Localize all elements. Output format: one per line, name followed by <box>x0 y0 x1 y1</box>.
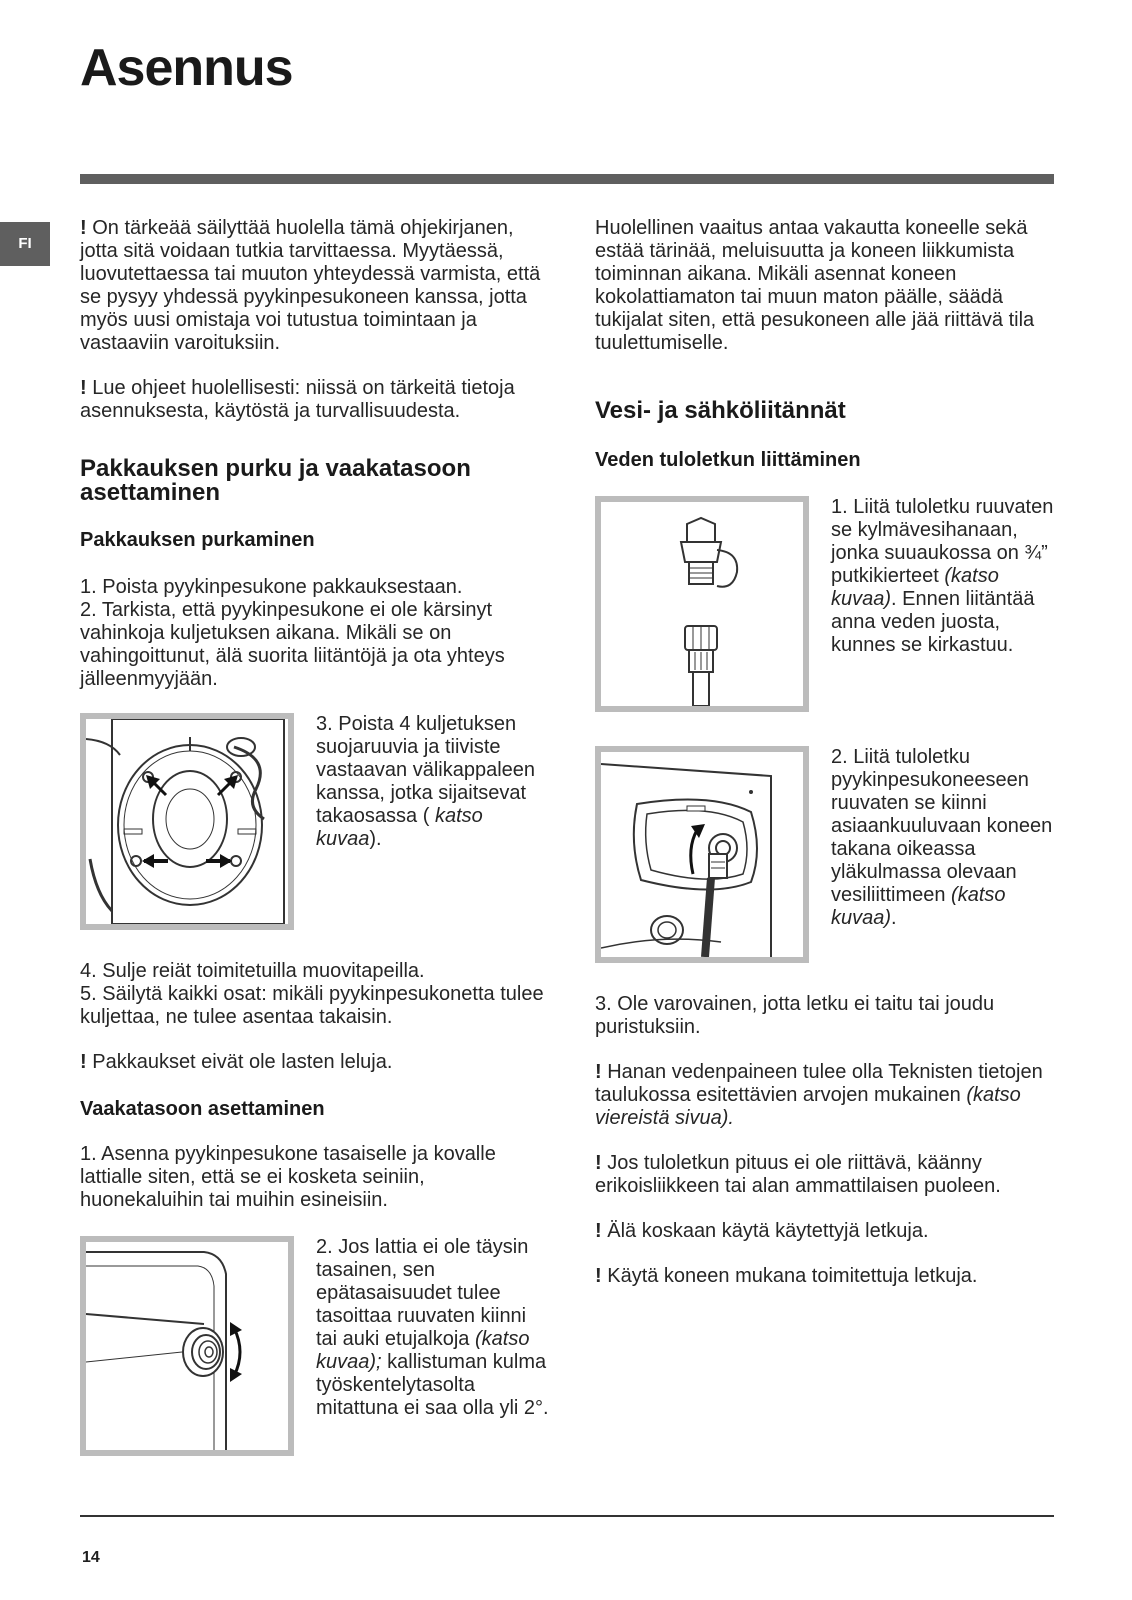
pressure-warning: ! Hanan vedenpaineen tulee olla Teknisten tietojen taulukossa esitettävien arvojen mukainen (katso viereistä sivua). <box>595 1061 1043 1129</box>
unpack-step-2: 2. Tarkista, että pyykinpesukone ei ole kärsinyt vahinkoja kuljetuksen aikana. Mikäli se on vahingoittunut, älä suorita liitäntöjä ja ota yhteys jälleenmyyjään. <box>80 599 505 690</box>
section-title-unpacking: Pakkauksen purku ja vaakatasoon asettaminen <box>80 455 471 506</box>
unpack-step-5: 5. Säilytä kaikki osat: mikäli pyykinpesukonetta tulee kuljettaa, ne tulee asentaa takaisin. <box>80 983 544 1028</box>
tap-figure-row <box>595 496 1060 712</box>
footer-rule <box>80 1515 1054 1517</box>
leveling-figure-row <box>80 1236 552 1456</box>
warning-mark: ! <box>80 1051 87 1073</box>
unpack-figure-row <box>80 713 552 930</box>
section-title-connections: Vesi- ja sähköliitännät <box>595 397 846 424</box>
packaging-warning: ! Pakkaukset eivät ole lasten leluja. <box>80 1051 393 1073</box>
unpack-step-1: 1. Poista pyykinpesukone pakkauksestaan. <box>80 576 463 598</box>
warning-mark: ! <box>595 1220 602 1242</box>
machine-connector-figure <box>595 746 809 963</box>
tap-hose-illustration <box>601 502 803 706</box>
hose-step-3: 3. Ole varovainen, jotta letku ei taitu tai joudu puristuksiin. <box>595 993 995 1038</box>
level-step-1: 1. Asenna pyykinpesukone tasaiselle ja kovalle lattialle siten, että se ei kosketa seiniin, huonekaluihin tai muihin esineisiin. <box>80 1143 496 1211</box>
warning-mark: ! <box>80 377 87 399</box>
hose-step-2: 2. Liitä tuloletku pyykinpesukoneeseen ruuvaten se kiinni asiaankuuluvaan koneen takana oikeassa yläkulmassa olevaan vesiliittimeen (katso kuvaa). <box>831 746 1053 929</box>
language-tab: FI <box>0 222 50 266</box>
warning-mark: ! <box>595 1265 602 1287</box>
warning-mark: ! <box>595 1152 602 1174</box>
washer-back-illustration <box>86 719 288 924</box>
connector-figure-row <box>595 746 1060 963</box>
page-number: 14 <box>82 1549 100 1566</box>
intro-paragraph-2: ! Lue ohjeet huolellisesti: niissä on tärkeitä tietoja asennuksesta, käytöstä ja turvallisuudesta. <box>80 377 515 422</box>
unpack-step-4: 4. Sulje reiät toimitetuilla muovitapeilla. <box>80 960 425 982</box>
left-column <box>80 217 552 1456</box>
hose-step-1: 1. Liitä tuloletku ruuvaten se kylmävesihanaan, jonka suuaukossa on ¾” putkikierteet (katso kuvaa). Ennen liitäntää anna veden juosta, kunnes se kirkastuu. <box>831 496 1054 656</box>
page-title: Asennus <box>80 39 293 97</box>
level-step-2: 2. Jos lattia ei ole täysin tasainen, sen epätasaisuudet tulee tasoittaa ruuvaten kiinni tai auki etujalkoja (katso kuvaa); kallistuman kulma työskentelytasolta mitattuna ei saa olla yli 2°. <box>316 1236 549 1419</box>
foot-adjust-illustration <box>86 1242 288 1450</box>
warning-mark: ! <box>80 217 87 239</box>
right-column <box>595 217 1060 1288</box>
unpack-step-3: 3. Poista 4 kuljetuksen suojaruuvia ja tiiviste vastaavan välikappaleen kanssa, jotka sijaitsevat takaosassa ( katso kuvaa). <box>316 713 536 850</box>
used-hoses-warning: ! Älä koskaan käytä käytettyjä letkuja. <box>595 1220 929 1242</box>
supplied-hoses-warning: ! Käytä koneen mukana toimitettuja letkuja. <box>595 1265 978 1287</box>
subsection-title-leveling: Vaakatasoon asettaminen <box>80 1098 325 1120</box>
transport-screws-figure <box>80 713 294 930</box>
intro-paragraph-1: ! On tärkeää säilyttää huolella tämä ohjekirjanen, jotta sitä voidaan tutkia tarvittaessa. Myytäessä, luovutettaessa tai muuton yhteydessä varmista, että se pysyy yhdessä pyykinpesukoneen kanssa, jotta myös uusi omistaja voi tutustua toimintaan ja vastaaviin varoituksiin. <box>80 217 541 354</box>
header-rule <box>80 174 1054 184</box>
connector-illustration <box>601 752 803 957</box>
adjustable-foot-figure <box>80 1236 294 1456</box>
leveling-note: Huolellinen vaaitus antaa vakautta koneelle sekä estää tärinää, meluisuutta ja koneen liikkumista toiminnan aikana. Mikäli asennat koneen kokolattiamaton tai muun maton päälle, säädä tukijalat siten, että pesukoneen alle jää riittävä tila tuulettumiselle. <box>595 217 1035 354</box>
warning-mark: ! <box>595 1061 602 1083</box>
subsection-title-unpack: Pakkauksen purkaminen <box>80 529 315 551</box>
subsection-title-inlet-hose: Veden tuloletkun liittäminen <box>595 449 861 471</box>
water-tap-figure <box>595 496 809 712</box>
hose-length-warning: ! Jos tuloletkun pituus ei ole riittävä, käänny erikoisliikkeen tai alan ammattilaisen puoleen. <box>595 1152 1001 1197</box>
